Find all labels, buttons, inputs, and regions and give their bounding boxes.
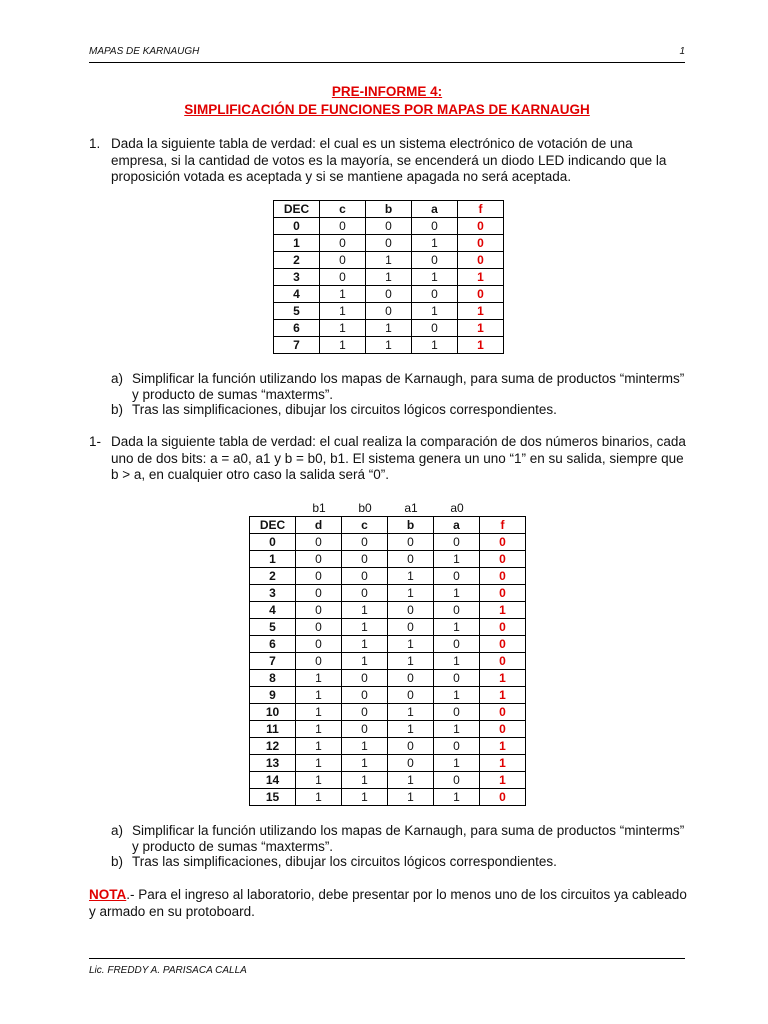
q1-item-a-text: Simplificar la función utilizando los mapas de Karnaugh, para suma de productos “minterms” y producto de sumas “maxterms”. [132,371,685,402]
output-cell: 0 [480,551,526,568]
output-cell: 0 [458,235,504,252]
output-cell: 0 [480,704,526,721]
q1-item-a-label: a) [111,371,124,386]
output-cell: 0 [480,653,526,670]
input-cell: 0 [296,636,342,653]
dec-cell: 0 [250,534,296,551]
q1-text: Dada la siguiente tabla de verdad: el cual es un sistema electrónico de votación de una empresa, si la cantidad de votos es la mayoría, se encenderá un diodo LED indicando que la proposición votada es aceptada y si se mantiene apagada no será aceptada. [111,136,667,184]
q2-number: 1- [89,434,102,449]
footer-rule [89,958,685,959]
input-cell: 1 [342,755,388,772]
table-row [274,320,504,337]
input-cell: 1 [388,704,434,721]
output-cell: 0 [480,619,526,636]
input-cell: 0 [366,218,412,235]
input-cell: 1 [342,653,388,670]
table-row [274,303,504,320]
table-header-row [250,517,526,534]
bit-label-a0: a0 [450,501,464,515]
q2-item-a-label: a) [111,823,124,838]
output-cell: 1 [480,602,526,619]
input-cell: 1 [412,303,458,320]
output-cell: 0 [480,585,526,602]
input-cell: 0 [366,235,412,252]
input-cell: 1 [296,772,342,789]
input-cell: 1 [342,789,388,806]
bit-labels [296,501,526,515]
input-cell: 0 [434,772,480,789]
input-cell: 0 [320,218,366,235]
header-cell: b [388,517,434,534]
q2-item-b-text: Tras las simplificaciones, dibujar los circuitos lógicos correspondientes. [132,854,557,869]
table-row [250,755,526,772]
dec-cell: 3 [250,585,296,602]
output-cell: 1 [480,738,526,755]
dec-cell: 1 [250,551,296,568]
input-cell: 1 [366,269,412,286]
input-cell: 1 [388,653,434,670]
input-cell: 1 [434,721,480,738]
dec-cell: 13 [250,755,296,772]
nota-text: .- Para el ingreso al laboratorio, debe presentar por lo menos uno de los circuitos ya cableado y armado en su protoboard. [89,887,687,919]
dec-cell: 2 [274,252,320,269]
input-cell: 0 [366,286,412,303]
dec-cell: 11 [250,721,296,738]
q1-item-b-text: Tras las simplificaciones, dibujar los circuitos lógicos correspondientes. [132,402,557,417]
input-cell: 0 [342,721,388,738]
dec-cell: 7 [250,653,296,670]
input-cell: 1 [366,252,412,269]
input-cell: 1 [388,721,434,738]
output-cell: 1 [480,755,526,772]
table-row [250,687,526,704]
header-cell: a [412,201,458,218]
input-cell: 1 [342,619,388,636]
nota-label: NOTA [89,887,127,902]
input-cell: 0 [296,551,342,568]
input-cell: 1 [296,789,342,806]
dec-cell: 6 [250,636,296,653]
input-cell: 1 [388,585,434,602]
output-cell: 0 [480,636,526,653]
output-cell: 1 [458,303,504,320]
input-cell: 0 [342,551,388,568]
output-cell: 1 [480,772,526,789]
input-cell: 1 [296,721,342,738]
input-cell: 1 [412,337,458,354]
dec-cell: 7 [274,337,320,354]
input-cell: 1 [296,687,342,704]
input-cell: 0 [320,235,366,252]
table-row [274,252,504,269]
header-cell: DEC [250,517,296,534]
input-cell: 0 [342,585,388,602]
input-cell: 1 [388,789,434,806]
output-cell: 0 [480,534,526,551]
dec-cell: 2 [250,568,296,585]
input-cell: 0 [342,534,388,551]
input-cell: 0 [388,619,434,636]
input-cell: 0 [434,534,480,551]
input-cell: 0 [388,755,434,772]
input-cell: 1 [412,235,458,252]
table-row [250,585,526,602]
page-number: 1 [679,46,685,57]
q2-item-a-text: Simplificar la función utilizando los mapas de Karnaugh, para suma de productos “minterms” y producto de sumas “maxterms”. [132,823,685,854]
table-row [250,721,526,738]
input-cell: 0 [342,568,388,585]
input-cell: 1 [296,670,342,687]
input-cell: 1 [434,585,480,602]
output-cell: 1 [480,670,526,687]
input-cell: 0 [320,252,366,269]
input-cell: 0 [342,687,388,704]
output-cell: 0 [458,218,504,235]
output-cell: 1 [458,337,504,354]
dec-cell: 5 [274,303,320,320]
input-cell: 1 [342,772,388,789]
q1-number: 1. [89,136,101,151]
header-cell: f [458,201,504,218]
input-cell: 0 [388,670,434,687]
input-cell: 0 [434,738,480,755]
input-cell: 1 [434,755,480,772]
dec-cell: 5 [250,619,296,636]
input-cell: 0 [388,687,434,704]
dec-cell: 12 [250,738,296,755]
doc-title-line1: PRE-INFORME 4: [331,84,443,99]
input-cell: 0 [434,568,480,585]
table-row [274,269,504,286]
input-cell: 1 [296,704,342,721]
input-cell: 0 [296,534,342,551]
dec-cell: 0 [274,218,320,235]
input-cell: 0 [388,602,434,619]
output-cell: 1 [458,269,504,286]
q2-text: Dada la siguiente tabla de verdad: el cual realiza la comparación de dos números binarios, cada uno de dos bits: a = a0, a1 y b = b0, b1. El sistema genera un uno “1” en su salida, siempre que b > a, en cualquier otro caso la salida será “0”. [111,434,686,482]
input-cell: 0 [434,602,480,619]
table-row [250,789,526,806]
page-header [89,46,685,60]
output-cell: 0 [480,568,526,585]
dec-cell: 1 [274,235,320,252]
table-row [274,337,504,354]
output-cell: 0 [480,721,526,738]
input-cell: 0 [388,551,434,568]
dec-cell: 14 [250,772,296,789]
input-cell: 1 [434,687,480,704]
doc-title-line2: SIMPLIFICACIÓN DE FUNCIONES POR MAPAS DE KARNAUGH [184,102,590,117]
bit-label-b0: b0 [358,501,372,515]
input-cell: 1 [342,738,388,755]
footer-author: Lic. FREDDY A. PARISACA CALLA [89,965,247,976]
input-cell: 0 [296,653,342,670]
table-row [250,551,526,568]
input-cell: 0 [342,670,388,687]
input-cell: 0 [412,218,458,235]
header-cell: c [342,517,388,534]
table-row [274,218,504,235]
input-cell: 1 [296,755,342,772]
header-cell: b [366,201,412,218]
input-cell: 1 [342,636,388,653]
table-row [250,738,526,755]
input-cell: 1 [320,286,366,303]
header-cell: c [320,201,366,218]
input-cell: 0 [412,320,458,337]
table-row [250,704,526,721]
dec-cell: 9 [250,687,296,704]
input-cell: 0 [412,286,458,303]
input-cell: 0 [388,534,434,551]
output-cell: 0 [480,789,526,806]
input-cell: 1 [320,320,366,337]
input-cell: 1 [296,738,342,755]
dec-cell: 6 [274,320,320,337]
bit-label-a1: a1 [404,501,418,515]
dec-cell: 8 [250,670,296,687]
input-cell: 0 [296,619,342,636]
header-cell: DEC [274,201,320,218]
output-cell: 0 [458,252,504,269]
header-cell: d [296,517,342,534]
table-row [250,636,526,653]
header-cell: f [480,517,526,534]
table-row [250,619,526,636]
input-cell: 0 [388,738,434,755]
table-row [274,235,504,252]
input-cell: 1 [366,337,412,354]
q2-item-b-label: b) [111,854,124,869]
table-header-row [274,201,504,218]
dec-cell: 3 [274,269,320,286]
q1-item-b-label: b) [111,402,124,417]
header-title: MAPAS DE KARNAUGH [89,46,200,57]
table-row [250,602,526,619]
nota-paragraph [89,886,689,920]
truth-table-1 [273,200,504,354]
table-row [250,653,526,670]
table-row [274,286,504,303]
dec-cell: 15 [250,789,296,806]
table-row [250,568,526,585]
input-cell: 1 [388,772,434,789]
input-cell: 0 [342,704,388,721]
input-cell: 0 [434,704,480,721]
input-cell: 1 [342,602,388,619]
output-cell: 1 [480,687,526,704]
dec-cell: 10 [250,704,296,721]
input-cell: 0 [412,252,458,269]
input-cell: 0 [296,602,342,619]
output-cell: 1 [458,320,504,337]
header-rule [89,62,685,63]
header-cell: a [434,517,480,534]
table-row [250,670,526,687]
table-row [250,534,526,551]
input-cell: 1 [434,789,480,806]
truth-table-2 [249,516,526,806]
input-cell: 1 [388,568,434,585]
input-cell: 0 [366,303,412,320]
input-cell: 1 [320,337,366,354]
input-cell: 1 [434,653,480,670]
input-cell: 1 [388,636,434,653]
input-cell: 1 [434,619,480,636]
input-cell: 1 [320,303,366,320]
input-cell: 0 [434,670,480,687]
dec-cell: 4 [274,286,320,303]
input-cell: 1 [412,269,458,286]
input-cell: 0 [434,636,480,653]
input-cell: 1 [434,551,480,568]
input-cell: 0 [320,269,366,286]
dec-cell: 4 [250,602,296,619]
output-cell: 0 [458,286,504,303]
bit-label-b1: b1 [312,501,326,515]
input-cell: 0 [296,568,342,585]
input-cell: 0 [296,585,342,602]
table-row [250,772,526,789]
input-cell: 1 [366,320,412,337]
